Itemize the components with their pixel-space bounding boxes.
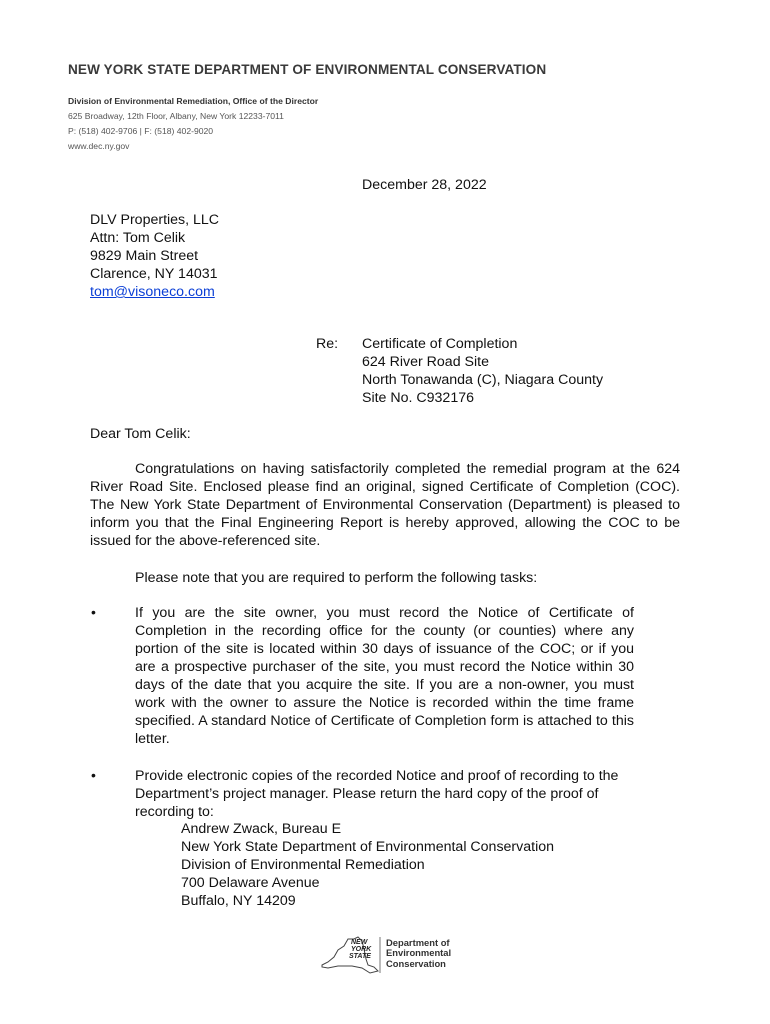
contact-agency: New York State Department of Environmental Conservation xyxy=(181,839,555,855)
re-line-4: Site No. C932176 xyxy=(362,390,474,406)
office-address: 625 Broadway, 12th Floor, Albany, New York 12233-7011 xyxy=(68,111,284,121)
bullet-electronic-copies: Provide electronic copies of the recorded Notice and proof of recording to the Department’s project manager. Please return the hard copy of the proof of recording to: xyxy=(135,768,619,820)
recipient-street: 9829 Main Street xyxy=(90,248,199,264)
bullet-marker: • xyxy=(91,767,96,783)
contact-division: Division of Environmental Remediation xyxy=(181,857,425,873)
project-manager-address xyxy=(181,820,554,910)
bullet-record-notice: If you are the site owner, you must record the Notice of Certificate of Completion in the recording office for the county (or counties) where any portion of the site is located within 30 days of issuance of the COC; or if you are a prospective purchaser of the site, you must record the Notice within 30 days of the date that you acquire the site. If you are a non-owner, you must work with the owner to assure the Notice is recorded within the time frame specified. A standard Notice of Certificate of Completion form is attached to this letter. xyxy=(135,605,634,747)
contact-street: 700 Delaware Avenue xyxy=(181,875,320,891)
letter-date: December 28, 2022 xyxy=(362,177,487,193)
recipient-city: Clarence, NY 14031 xyxy=(90,266,218,282)
recipient-attn: Attn: Tom Celik xyxy=(90,230,186,246)
re-line-3: North Tonawanda (C), Niagara County xyxy=(362,372,604,388)
re-block xyxy=(362,335,603,407)
recipient-company: DLV Properties, LLC xyxy=(90,212,220,228)
footer-dept-line-3: Conservation xyxy=(386,957,446,969)
logo-word-state: STATE xyxy=(349,953,371,960)
bullet-marker: • xyxy=(91,604,96,620)
division-line: Division of Environmental Remediation, Office of the Director xyxy=(68,96,319,106)
footer-dept-line-1: Department of xyxy=(386,937,450,948)
paragraph-congratulations: Congratulations on having satisfactorily completed the remedial program at the 624 River Road Site. Enclosed please find an original, signed Certificate of Completion (COC). The New York State Department of Environmental Conservation (Department) is pleased to inform you that the Final Engineering Report is hereby approved, allowing the COC to be issued for the above-referenced site. xyxy=(90,461,680,549)
recipient-address xyxy=(90,211,219,301)
website-link[interactable]: www.dec.ny.gov xyxy=(68,141,130,151)
logo-word-new: NEW xyxy=(351,939,368,946)
agency-title: NEW YORK STATE DEPARTMENT OF ENVIRONMENTAL CONSERVATION xyxy=(68,62,547,77)
recipient-email-link[interactable]: tom@visoneco.com xyxy=(90,284,215,300)
phone-fax: P: (518) 402-9706 | F: (518) 402-9020 xyxy=(68,126,214,136)
contact-city: Buffalo, NY 14209 xyxy=(181,893,296,909)
re-label: Re: xyxy=(316,336,339,352)
footer-department-name xyxy=(386,938,451,969)
footer-dept-line-2: Environmental xyxy=(386,947,452,959)
paragraph-tasks-intro: Please note that you are required to perform the following tasks: xyxy=(135,570,538,586)
salutation: Dear Tom Celik: xyxy=(90,426,191,442)
re-line-2: 624 River Road Site xyxy=(362,354,489,370)
re-line-1: Certificate of Completion xyxy=(362,336,518,352)
contact-name: Andrew Zwack, Bureau E xyxy=(181,821,342,837)
logo-word-york: YORK xyxy=(351,946,372,953)
